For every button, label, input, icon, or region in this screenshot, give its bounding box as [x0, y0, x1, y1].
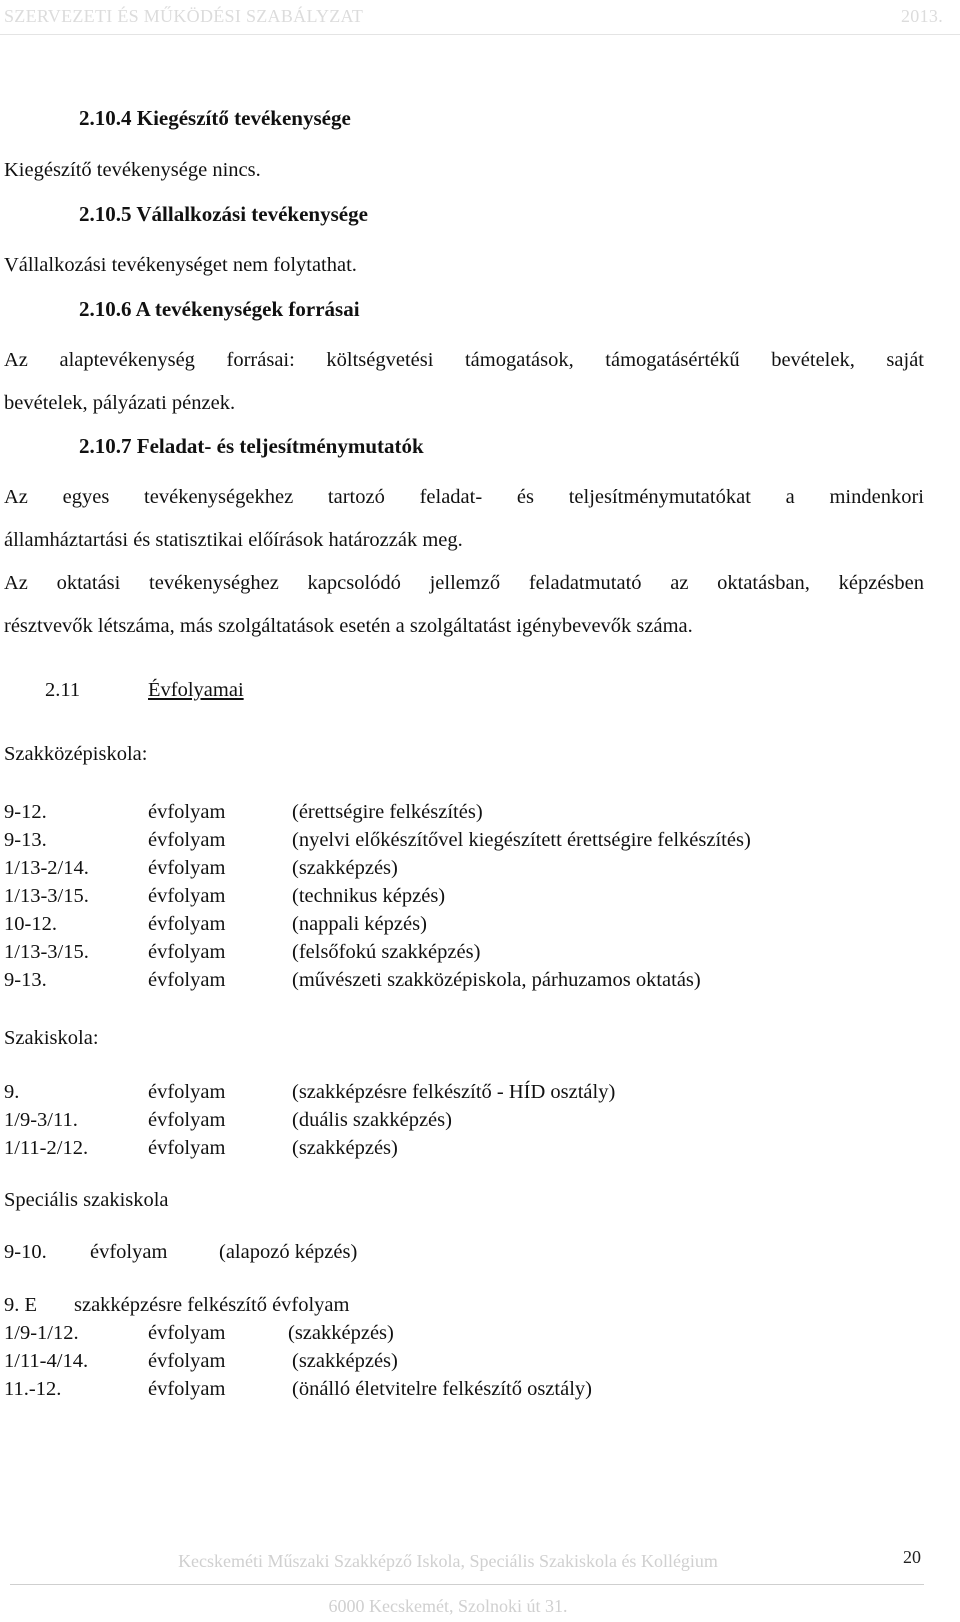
section-text-2-10-6-line1: Az alaptevékenység forrásai: költségvetési támogatások, támogatásértékű bevételek, saját — [4, 349, 924, 371]
section-text-2-10-7-p2-line1: Az oktatási tevékenységhez kapcsolódó jellemző feladatmutató az oktatásban, képzésben — [4, 572, 924, 594]
szk-row-1-unit: évfolyam — [148, 801, 226, 823]
section-heading-2-10-5: 2.10.5 Vállalkozási tevékenysége — [79, 202, 368, 226]
szk-row-2-grade: 9-13. — [4, 829, 47, 851]
szk-row-5-grade: 10-12. — [4, 913, 57, 935]
spec-row-2-desc: szakképzésre felkészítő évfolyam — [74, 1294, 350, 1316]
szk-row-1-desc: (érettségire felkészítés) — [292, 801, 483, 823]
footer-divider — [10, 1584, 924, 1585]
spec-row-4-desc: (szakképzés) — [292, 1350, 398, 1372]
szakiskola-label: Szakiskola: — [4, 1027, 99, 1049]
spec-row-4-unit: évfolyam — [148, 1350, 226, 1372]
spec-row-5-desc: (önálló életvitelre felkészítő osztály) — [292, 1378, 592, 1400]
szk-row-2-unit: évfolyam — [148, 829, 226, 851]
szk-row-6-unit: évfolyam — [148, 941, 226, 963]
spec-row-3-grade: 1/9-1/12. — [4, 1322, 79, 1344]
spec-row-1-grade: 9-10. — [4, 1241, 47, 1263]
section-heading-2-10-4: 2.10.4 Kiegészítő tevékenysége — [79, 106, 351, 130]
section-text-2-10-5: Vállalkozási tevékenységet nem folytathat. — [4, 254, 357, 276]
footer-address: 6000 Kecskemét, Szolnoki út 31. — [328, 1596, 568, 1616]
page-number: 20 — [903, 1547, 921, 1567]
section-text-2-10-6-line2: bevételek, pályázati pénzek. — [4, 392, 236, 414]
szk-row-7-grade: 9-13. — [4, 969, 47, 991]
szakkozepiskola-label: Szakközépiskola: — [4, 743, 148, 765]
szi-row-1-grade: 9. — [4, 1081, 20, 1103]
szk-row-5-unit: évfolyam — [148, 913, 226, 935]
szk-row-4-unit: évfolyam — [148, 885, 226, 907]
section-text-2-10-4: Kiegészítő tevékenysége nincs. — [4, 159, 261, 181]
spec-row-1-unit: évfolyam — [90, 1241, 168, 1263]
section-text-2-10-7-p2-line2: résztvevők létszáma, más szolgáltatások esetén a szolgáltatást igénybevevők száma. — [4, 615, 693, 637]
spec-row-5-unit: évfolyam — [148, 1378, 226, 1400]
szk-row-2-desc: (nyelvi előkészítővel kiegészített érettségire felkészítés) — [292, 829, 751, 851]
szi-row-2-grade: 1/9-3/11. — [4, 1109, 78, 1131]
szk-row-3-unit: évfolyam — [148, 857, 226, 879]
szk-row-6-desc: (felsőfokú szakképzés) — [292, 941, 481, 963]
szi-row-3-desc: (szakképzés) — [292, 1137, 398, 1159]
header-title: SZERVEZETI ÉS MŰKÖDÉSI SZABÁLYZAT — [4, 6, 364, 26]
szk-row-1-grade: 9-12. — [4, 801, 47, 823]
section-heading-2-10-6: 2.10.6 A tevékenységek forrásai — [79, 297, 360, 321]
footer-institution: Kecskeméti Műszaki Szakképző Iskola, Speciális Szakiskola és Kollégium — [178, 1551, 718, 1571]
szi-row-3-unit: évfolyam — [148, 1137, 226, 1159]
spec-row-3-unit: évfolyam — [148, 1322, 226, 1344]
section-heading-2-10-7: 2.10.7 Feladat- és teljesítménymutatók — [79, 434, 424, 458]
header-divider — [0, 34, 960, 35]
spec-row-1-desc: (alapozó képzés) — [219, 1241, 358, 1263]
szk-row-6-grade: 1/13-3/15. — [4, 941, 89, 963]
spec-row-3-desc: (szakképzés) — [288, 1322, 394, 1344]
szk-row-3-grade: 1/13-2/14. — [4, 857, 89, 879]
section-number-2-11: 2.11 — [45, 679, 81, 701]
szi-row-1-desc: (szakképzésre felkészítő - HÍD osztály) — [292, 1081, 616, 1103]
szk-row-5-desc: (nappali képzés) — [292, 913, 427, 935]
section-text-2-10-7-p1-line1: Az egyes tevékenységekhez tartozó feladat- és teljesítménymutatókat a mindenkori — [4, 486, 924, 508]
szk-row-4-grade: 1/13-3/15. — [4, 885, 89, 907]
section-text-2-10-7-p1-line2: államháztartási és statisztikai előírások határozzák meg. — [4, 529, 463, 551]
spec-row-2-grade: 9. E — [4, 1294, 38, 1316]
szi-row-2-desc: (duális szakképzés) — [292, 1109, 452, 1131]
szi-row-3-grade: 1/11-2/12. — [4, 1137, 89, 1159]
szk-row-7-unit: évfolyam — [148, 969, 226, 991]
szi-row-1-unit: évfolyam — [148, 1081, 226, 1103]
szi-row-2-unit: évfolyam — [148, 1109, 226, 1131]
section-title-evfolyamai: Évfolyamai — [148, 679, 244, 701]
specialis-label: Speciális szakiskola — [4, 1189, 169, 1211]
header-year: 2013. — [901, 6, 943, 26]
szk-row-3-desc: (szakképzés) — [292, 857, 398, 879]
spec-row-4-grade: 1/11-4/14. — [4, 1350, 89, 1372]
szk-row-4-desc: (technikus képzés) — [292, 885, 446, 907]
szk-row-7-desc: (művészeti szakközépiskola, párhuzamos oktatás) — [292, 969, 701, 991]
spec-row-5-grade: 11.-12. — [4, 1378, 62, 1400]
